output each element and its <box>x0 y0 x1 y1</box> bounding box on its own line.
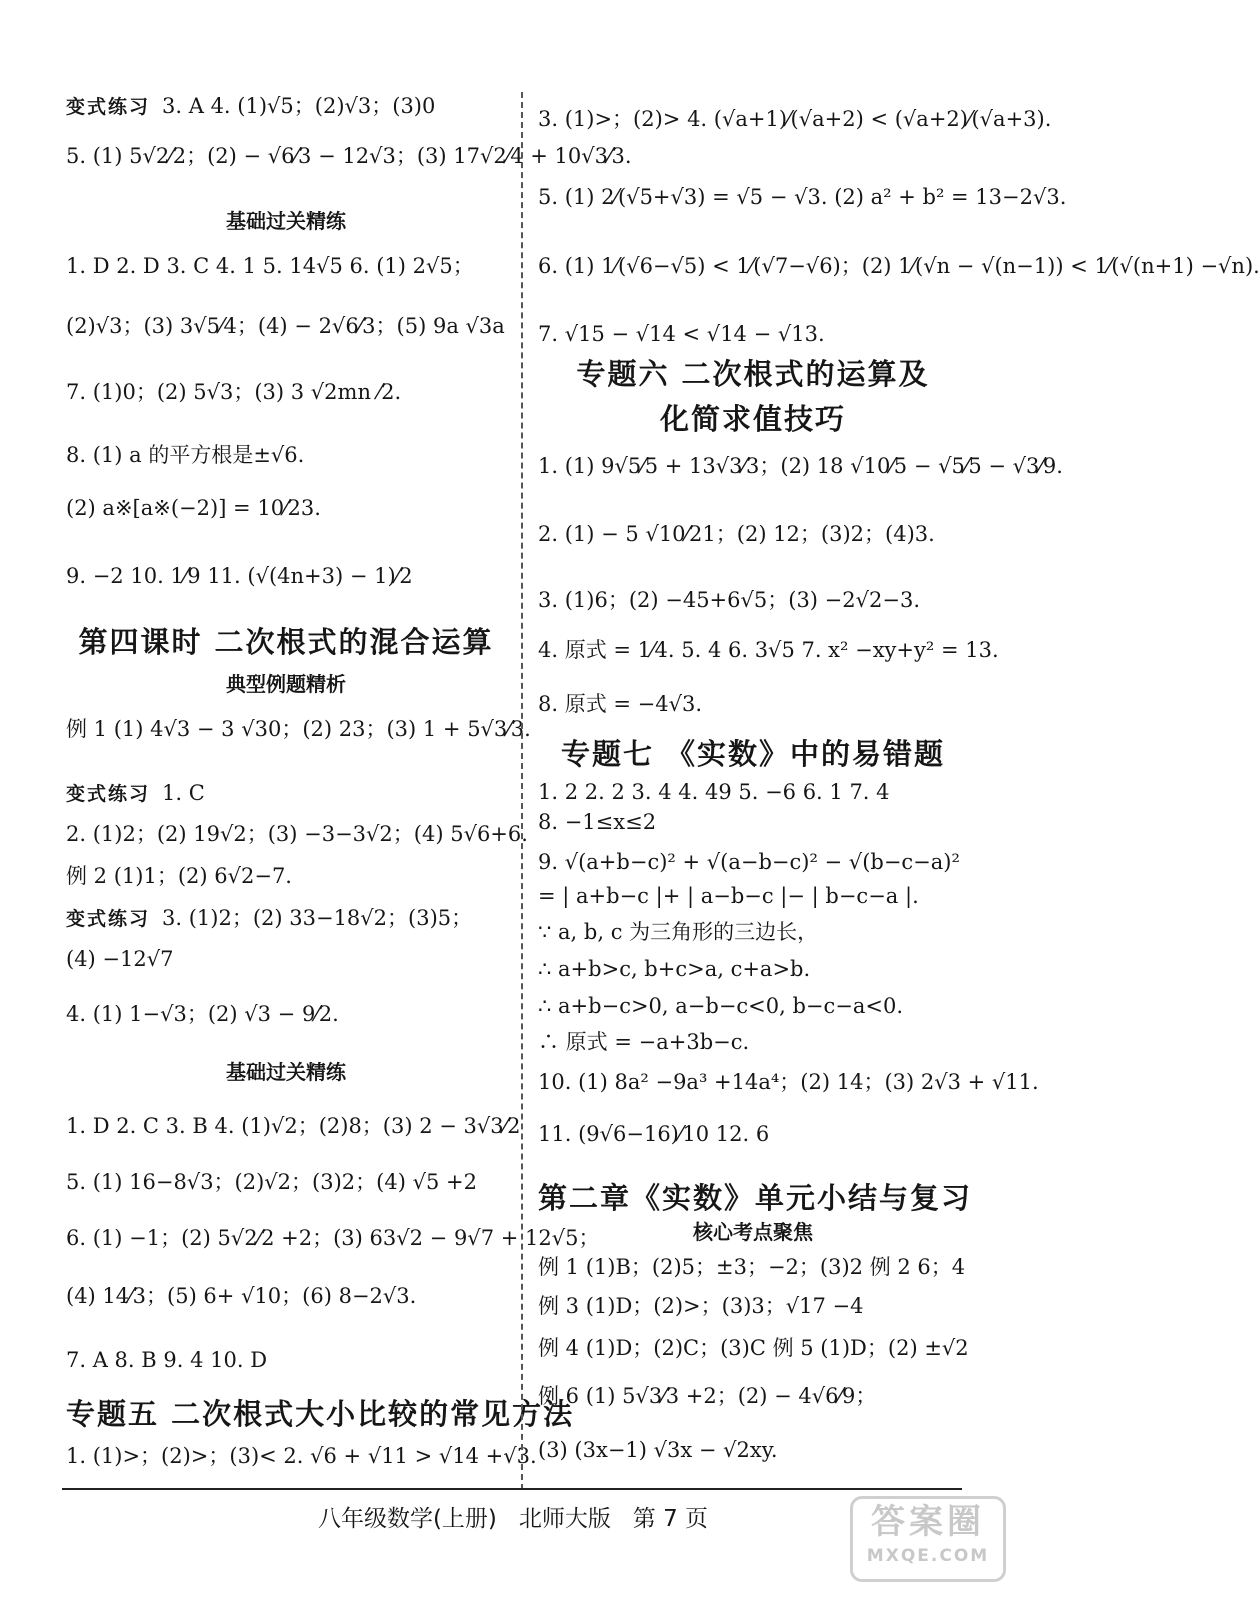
section-subtitle: 基础过关精练 <box>226 1060 346 1084</box>
answer-text: 8. 原式 = −4√3. <box>538 692 703 716</box>
answer-text: (4) 14⁄3；(5) 6+ √10；(6) 8−2√3. <box>66 1284 417 1308</box>
answer-line <box>66 92 435 121</box>
answer-line <box>66 441 304 469</box>
answer-text: (2) a※[a※(−2)] = 10⁄23. <box>66 496 321 520</box>
answer-line <box>538 1120 769 1148</box>
answer-text: ∵ a, b, c 为三角形的三边长， <box>538 920 819 944</box>
answer-line <box>538 1028 749 1056</box>
answer-text: 1. 2 2. 2 3. 4 4. 49 5. −6 6. 1 7. 4 <box>538 780 890 804</box>
answer-text: 1. D 2. C 3. B 4. (1)√2；(2)8；(3) 2 − 3√3⁄2 <box>66 1114 521 1138</box>
answer-line <box>538 183 1066 211</box>
footer-rule <box>62 1488 962 1490</box>
answer-text: 例 2 (1)1；(2) 6√2−7. <box>66 864 292 888</box>
answer-line <box>538 1068 1039 1096</box>
answer-text: 1. (1)>；(2)>；(3)< 2. √6 + √11 > √14 +√3. <box>66 1444 537 1468</box>
answer-line <box>66 312 505 340</box>
exercise-label: 变式练习 <box>66 908 151 930</box>
column-divider <box>521 92 523 1490</box>
answer-line <box>66 142 632 170</box>
answer-text: 5. (1) 16−8√3；(2)√2；(3)2；(4) √5 +2 <box>66 1170 477 1194</box>
answer-text: 例 1 (1)B；(2)5；±3；−2；(3)2 例 2 6；4 <box>538 1255 966 1279</box>
section-subtitle: 核心考点聚焦 <box>693 1220 813 1244</box>
answer-text: 8. −1≤x≤2 <box>538 810 657 834</box>
answer-text: 7. A 8. B 9. 4 10. D <box>66 1348 268 1372</box>
answer-line <box>66 562 413 590</box>
answer-line <box>66 904 472 933</box>
answer-text: 3. A 4. (1)√5；(2)√3；(3)0 <box>162 94 436 118</box>
section-title: 专题五 二次根式大小比较的常见方法 <box>66 1397 575 1431</box>
answer-text: 2. (1) − 5 √10⁄21；(2) 12；(3)2；(4)3. <box>538 522 935 546</box>
answer-text: (3) (3x−1) √3x − √2xy. <box>538 1438 778 1462</box>
answer-line <box>66 1442 537 1470</box>
answer-text: ∴ 原式 = −a+3b−c. <box>538 1030 750 1054</box>
answer-line <box>66 779 205 808</box>
answer-text: 9. √(a+b−c)² + √(a−b−c)² − √(b−c−a)² <box>538 850 960 874</box>
watermark-main: 答案圈 <box>871 1502 985 1542</box>
watermark-logo <box>850 1496 1006 1582</box>
answer-text: 3. (1)>；(2)> 4. (√a+1)⁄(√a+2) < (√a+2)⁄(√a+3). <box>538 107 1052 131</box>
answer-text: 4. (1) 1−√3；(2) √3 − 9⁄2. <box>66 1002 339 1026</box>
section-title: 专题六 二次根式的运算及 <box>576 357 930 391</box>
answer-text: 8. (1) a 的平方根是±√6. <box>66 443 305 467</box>
answer-text: 6. (1) 1⁄(√6−√5) < 1⁄(√7−√6)；(2) 1⁄(√n − √(n−1)) < 1⁄(√(n+1) −√n). <box>538 254 1260 278</box>
exercise-label: 变式练习 <box>66 96 151 118</box>
answer-text: 1. C <box>162 781 205 805</box>
answer-line <box>66 715 531 743</box>
answer-line <box>66 862 292 890</box>
exercise-label: 变式练习 <box>66 783 151 805</box>
section-title: 第二章《实数》单元小结与复习 <box>538 1181 973 1215</box>
answer-text: ∴ a+b−c>0, a−b−c<0, b−c−a<0. <box>538 994 904 1018</box>
answer-text: 6. (1) −1；(2) 5√2⁄2 +2；(3) 63√2 − 9√7 + 12√5； <box>66 1226 600 1250</box>
answer-line <box>538 252 1260 280</box>
answer-line <box>538 1292 863 1320</box>
section-title: 化简求值技巧 <box>659 402 846 436</box>
answer-line <box>538 690 702 718</box>
answer-line <box>538 520 935 548</box>
answer-text: 例 4 (1)D；(2)C；(3)C 例 5 (1)D；(2) ±√2 <box>538 1336 969 1360</box>
answer-line <box>538 918 818 946</box>
answer-line <box>538 320 825 348</box>
answer-text: 5. (1) 5√2⁄2；(2) − √6⁄3 − 12√3；(3) 17√2⁄4 + 10√3⁄3. <box>66 144 632 168</box>
answer-text: 例 6 (1) 5√3⁄3 +2；(2) − 4√6⁄9； <box>538 1384 877 1408</box>
section-subtitle: 典型例题精析 <box>226 672 346 696</box>
answer-line <box>538 882 919 910</box>
answer-line <box>66 1282 416 1310</box>
answer-line <box>66 1224 599 1252</box>
answer-line <box>538 636 999 664</box>
answer-line <box>66 1112 521 1140</box>
answer-text: 5. (1) 2⁄(√5+√3) = √5 − √3. (2) a² + b² = 13−2√3. <box>538 185 1067 209</box>
answer-line <box>66 945 173 973</box>
answer-text: (2)√3；(3) 3√5⁄4；(4) − 2√6⁄3；(5) 9a √3a <box>66 314 505 338</box>
answer-text: 1. (1) 9√5⁄5 + 13√3⁄3；(2) 18 √10⁄5 − √5⁄5 − √3⁄9. <box>538 454 1063 478</box>
answer-line <box>538 1253 965 1281</box>
answer-line <box>66 494 321 522</box>
answer-line <box>66 820 528 848</box>
answer-line <box>538 1382 876 1410</box>
answer-line <box>538 1436 778 1464</box>
answer-text: 4. 原式 = 1⁄4. 5. 4 6. 3√5 7. x² −xy+y² = 13. <box>538 638 999 662</box>
answer-line <box>538 778 890 806</box>
answer-text: 7. (1)0；(2) 5√3；(3) 3 √2mn ⁄2. <box>66 380 402 404</box>
section-subtitle: 基础过关精练 <box>226 209 346 233</box>
section-title: 第四课时 二次根式的混合运算 <box>78 625 494 659</box>
answer-line <box>66 1000 339 1028</box>
answer-text: 2. (1)2；(2) 19√2；(3) −3−3√2；(4) 5√6+6. <box>66 822 528 846</box>
answer-line <box>66 1346 267 1374</box>
answer-line <box>66 252 474 280</box>
answer-line <box>538 452 1063 480</box>
answer-text: 例 3 (1)D；(2)>；(3)3；√17 −4 <box>538 1294 864 1318</box>
page-footer: 八年级数学(上册) 北师大版 第 7 页 <box>317 1506 709 1532</box>
answer-line <box>538 1334 969 1362</box>
answer-text: 11. (9√6−16)⁄10 12. 6 <box>538 1122 770 1146</box>
section-title: 专题七 《实数》中的易错题 <box>560 737 946 771</box>
answer-text: 1. D 2. D 3. C 4. 1 5. 14√5 6. (1) 2√5； <box>66 254 474 278</box>
answer-text: = | a+b−c |+ | a−b−c |− | b−c−a |. <box>538 884 919 908</box>
answer-line <box>538 586 920 614</box>
answer-line <box>66 378 401 406</box>
answer-text: 3. (1)2；(2) 33−18√2；(3)5； <box>162 906 473 930</box>
answer-line <box>538 848 960 876</box>
answer-line <box>538 992 903 1020</box>
answer-line <box>66 1168 477 1196</box>
answer-line <box>538 808 656 836</box>
answer-text: 9. −2 10. 1⁄9 11. (√(4n+3) − 1)⁄2 <box>66 564 413 588</box>
watermark-sub: MXQE.COM <box>866 1546 990 1566</box>
answer-text: 例 1 (1) 4√3 − 3 √30；(2) 23；(3) 1 + 5√3⁄3. <box>66 717 531 741</box>
answer-text: 7. √15 − √14 < √14 − √13. <box>538 322 825 346</box>
answer-line <box>538 105 1051 133</box>
answer-text: 10. (1) 8a² −9a³ +14a⁴；(2) 14；(3) 2√3 + √11. <box>538 1070 1039 1094</box>
answer-line <box>538 955 810 983</box>
answer-text: ∴ a+b>c, b+c>a, c+a>b. <box>538 957 811 981</box>
answer-text: (4) −12√7 <box>66 947 174 971</box>
answer-text: 3. (1)6；(2) −45+6√5；(3) −2√2−3. <box>538 588 921 612</box>
